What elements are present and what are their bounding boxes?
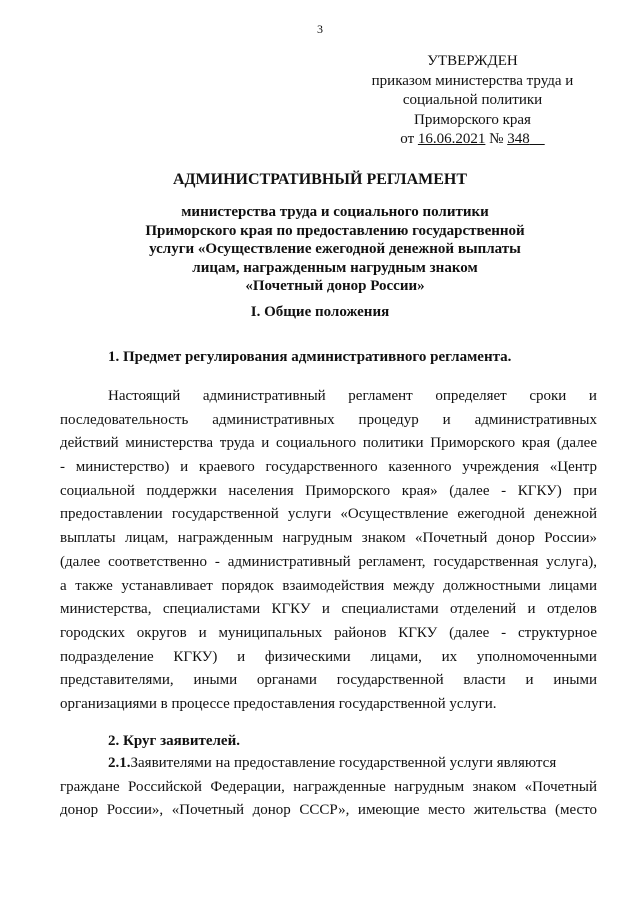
paragraph-word: подразделение [60,648,154,665]
approval-line-3: Приморского края [414,111,531,128]
document-title: АДМИНИСТРАТИВНЫЙ РЕГЛАМЕНТ [172,171,468,188]
paragraph-text: организациями в процессе предоставления государственной услуги. [60,695,497,712]
approval-number: 348 [507,131,530,147]
clause-number: 2.1. [108,755,131,771]
document-subtitle [80,203,590,296]
paragraph-text: донор России», «Почетный донор СССР», имеющие место жительства (место [60,802,597,819]
paragraph-word: уполномоченными [476,648,597,665]
paragraph-line [60,598,597,622]
paragraph-text: граждане Российской Федерации, награжденные нагрудным знаком «Почетный [60,778,597,795]
paragraph-line [60,776,597,800]
paragraph-text: городских округов и муниципальных районов КГКУ (далее - структурное [60,624,597,641]
paragraph-text: Заявителями на предоставление государственной услуги являются [130,755,557,771]
paragraph-word: иными [193,672,238,689]
paragraph-word: и [237,648,246,665]
approval-number-prefix: № [489,131,504,147]
paragraph-text: - министерство) и краевого государственного казенного учреждения «Центр [60,459,597,476]
paragraph-text: действий министерства труда и социального политики Приморского края (далее [60,435,597,452]
paragraph-text: социальной поддержки населения Приморского края» (далее - КГКУ) при [60,482,597,499]
paragraph-word: представителями, [60,672,174,689]
paragraph-text: выплаты лицам, награжденным нагрудным знаком «Почетный донор России» [60,530,597,547]
paragraph-text: (далее соответственно - административный регламент, государственная услуга), [60,553,597,570]
paragraph-line [60,799,597,823]
paragraph-word: и [525,672,534,689]
paragraph-line [60,480,597,504]
paragraph-word: определяет [435,388,507,404]
paragraph-1 [60,385,597,717]
approval-date-line [360,130,585,150]
paragraph-word: лицами, [370,648,422,665]
paragraph-word: и [588,388,597,404]
subtitle-line: лицам, награжденным нагрудным знаком [192,259,478,276]
subtitle-line: Приморского края по предоставлению государственной [145,222,525,239]
subtitle-line: министерства труда и социального политики [181,204,489,220]
paragraph-line [60,752,597,776]
paragraph-word: административных [474,411,597,428]
subtitle-line: «Почетный донор России» [245,278,425,294]
paragraph-text: предоставлении государственной услуги «Осуществление ежегодной денежной [60,506,597,523]
paragraph-line [60,669,597,693]
paragraph-line [60,551,597,575]
paragraph-line [60,575,597,599]
subsection-heading-2: 2. Круг заявителей. [108,733,240,749]
approval-line-1: приказом министерства труда и [371,72,574,89]
paragraph-line [60,432,597,456]
paragraph-word: власти [463,672,506,689]
paragraph-word: регламент [348,388,413,404]
approval-stamp [360,52,585,150]
paragraph-line [60,456,597,480]
paragraph-word: КГКУ) [173,648,218,665]
approval-heading: УТВЕРЖДЕН [427,53,518,69]
paragraph-word: Настоящий [108,388,181,404]
paragraph-line [60,527,597,551]
paragraph-word: государственной [336,672,444,689]
paragraph-word: и [442,411,451,428]
paragraph-word: процедур [358,411,419,428]
paragraph-line [60,646,597,670]
subsection-heading-1: 1. Предмет регулирования административного регламента. [108,349,512,365]
paragraph-line [60,693,597,717]
paragraph-text: министерства, специалистами КГКУ и специалистами отделений и отделов [60,601,597,618]
paragraph-word: последовательность [60,411,189,428]
paragraph-2 [60,752,597,823]
paragraph-word: сроки [529,388,567,404]
page-number: 3 [317,22,323,36]
paragraph-line [60,503,597,527]
approval-line-2: социальной политики [402,92,543,108]
paragraph-line [60,385,597,409]
paragraph-line [60,622,597,646]
section-heading: I. Общие положения [250,304,390,320]
subtitle-line: услуги «Осуществление ежегодной денежной выплаты [149,241,521,257]
paragraph-word: органами [256,672,317,689]
paragraph-word: административных [212,411,335,428]
paragraph-word: физическими [264,648,351,665]
approval-date: 16.06.2021 [417,131,486,147]
paragraph-text: а также устанавливает порядок взаимодействия между должностными лицами [60,577,597,594]
paragraph-word: иными [553,672,597,689]
paragraph-line [60,409,597,433]
paragraph-word: их [441,648,458,665]
approval-date-prefix: от [400,131,415,147]
paragraph-word: административный [202,388,326,404]
